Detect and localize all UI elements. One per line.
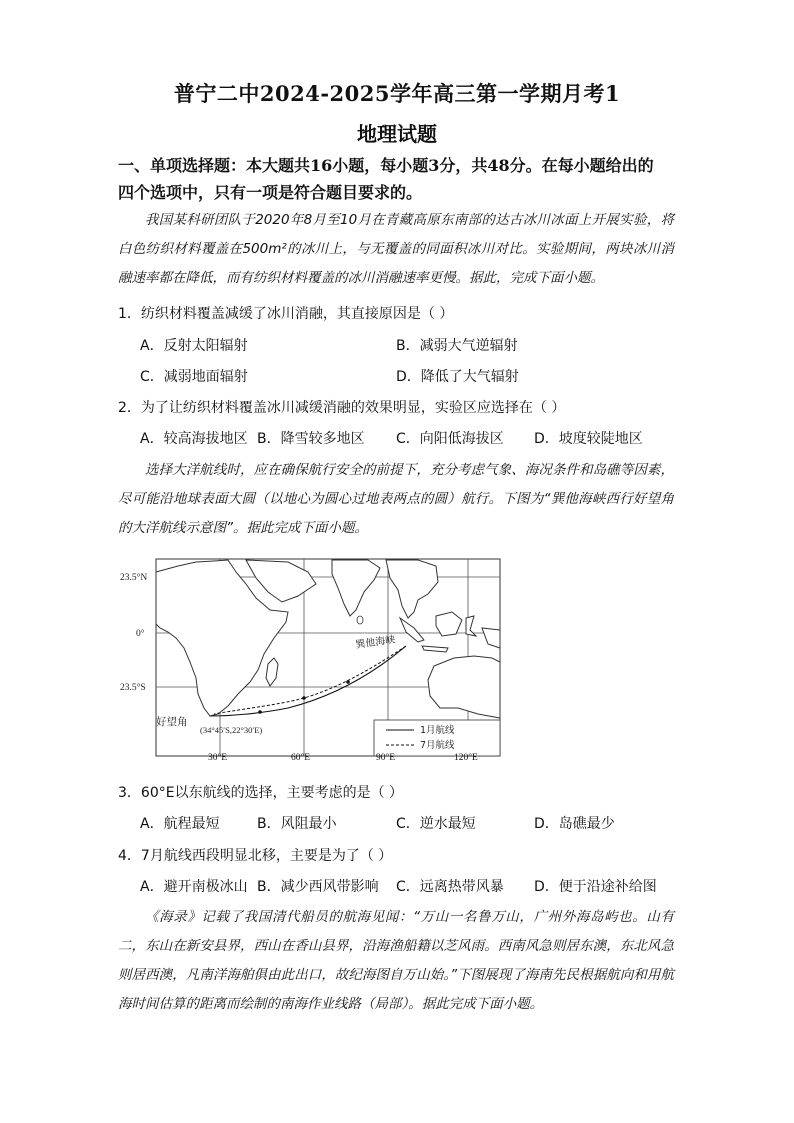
borneo-island bbox=[436, 612, 462, 636]
q3-option-a: A．航程最短 bbox=[140, 816, 220, 832]
question-3-stem: 3．60°E以东航线的选择，主要考虑的是（ ） bbox=[118, 785, 404, 801]
section-heading-line2: 四个选项中，只有一项是符合题目要求的。 bbox=[118, 183, 423, 202]
java-island bbox=[422, 646, 448, 652]
q4-option-d: D．便于沿途补给图 bbox=[534, 879, 657, 895]
q4-option-a: A．避开南极冰山 bbox=[140, 879, 248, 895]
q2-option-d: D．坡度较陡地区 bbox=[534, 431, 643, 447]
sumatra-island bbox=[400, 618, 424, 642]
route-waypoint bbox=[258, 710, 262, 714]
passage-hailu: 《海录》记载了我国清代船员的航海见闻：“万山一名鲁万山，广州外海岛屿也。山有二，东山在新安县界，西山在香山县界，沿海渔船籍以芝风雨。西南风急则居东澳，东北风急则居西澳，凡南洋海舶俱由此出口，故纪海图自万山始。”下图展现了海南先民根据航向和用航海时间估算的距离而绘制的南海作业线路（局部）。据此完成下面小题。 bbox=[118, 909, 674, 1012]
passage-glacier: 我国某科研团队于2020年8月至10月在青藏高原东南部的达古冰川冰面上开展实验，将白色纺织材料覆盖在500m²的冰川上，与无覆盖的同面积冰川对比。实验期间，两块冰川消融速率都在降低，而有纺织材料覆盖的冰川消融速率更慢。据此，完成下面小题。 bbox=[118, 212, 674, 286]
q3-option-d: D．岛礁最少 bbox=[534, 816, 615, 832]
question-2-stem: 2．为了让纺织材料覆盖冰川减缓消融的效果明显，实验区应选择在（ ） bbox=[118, 400, 566, 416]
q3-option-b: B．风阻最小 bbox=[257, 816, 337, 832]
route-map bbox=[118, 558, 502, 763]
lon-label-120e: 120°E bbox=[454, 753, 478, 763]
lat-label-23n: 23.5°N bbox=[120, 573, 148, 583]
lat-label-23s: 23.5°S bbox=[120, 683, 146, 693]
question-1-stem: 1．纺织材料覆盖减缓了冰川消融，其直接原因是（ ） bbox=[118, 306, 454, 322]
lon-label-30e: 30°E bbox=[208, 753, 228, 763]
new-guinea-island bbox=[482, 628, 500, 648]
page-subtitle: 地理试题 bbox=[357, 122, 437, 146]
sri-lanka-island bbox=[357, 616, 363, 624]
lon-label-60e: 60°E bbox=[291, 753, 311, 763]
q1-option-d: D．降低了大气辐射 bbox=[396, 369, 519, 385]
q1-option-a: A．反射太阳辐射 bbox=[140, 338, 248, 354]
q2-option-a: A．较高海拔地区 bbox=[140, 431, 248, 447]
cape-coords-label: (34°45′S,22°30′E) bbox=[200, 725, 263, 735]
madagascar-island bbox=[266, 658, 278, 686]
q4-option-c: C．远离热带风暴 bbox=[396, 879, 504, 895]
q1-option-c: C．减弱地面辐射 bbox=[140, 369, 248, 385]
arabia-landmass bbox=[246, 560, 316, 602]
route-waypoint bbox=[302, 696, 306, 700]
passage-ocean-route: 选择大洋航线时，应在确保航行安全的前提下，充分考虑气象、海况条件和岛礁等因素，尽可能沿地球表面大圆（以地心为圆心过地表两点的圆）航行。下图为“巽他海峡西行好望角的大洋航线示意图”。据此完成下面小题。 bbox=[118, 462, 674, 536]
q3-option-c: C．逆水最短 bbox=[396, 816, 476, 832]
question-4-stem: 4．7月航线西段明显北移，主要是为了（ ） bbox=[118, 848, 393, 864]
q4-option-b: B．减少西风带影响 bbox=[257, 879, 379, 895]
page-title: 普宁二中2024-2025学年高三第一学期月考1 bbox=[173, 81, 621, 106]
lon-label-90e: 90°E bbox=[376, 753, 396, 763]
se-asia-landmass bbox=[386, 560, 438, 618]
legend-jan-label: 1月航线 bbox=[420, 725, 455, 736]
cape-label: 好望角 bbox=[156, 716, 188, 728]
route-waypoint bbox=[346, 680, 350, 684]
legend-jul-label: 7月航线 bbox=[420, 740, 455, 751]
lat-label-equator: 0° bbox=[136, 629, 145, 639]
q2-option-b: B．降雪较多地区 bbox=[257, 431, 365, 447]
q1-option-b: B．减弱大气逆辐射 bbox=[396, 338, 518, 354]
australia-landmass bbox=[428, 656, 500, 718]
section-heading-line1: 一、单项选择题：本大题共16小题，每小题3分，共48分。在每小题给出的 bbox=[118, 156, 654, 175]
q2-option-c: C．向阳低海拔区 bbox=[396, 431, 504, 447]
strait-label: 巽他海峡 bbox=[354, 634, 397, 651]
india-landmass bbox=[332, 560, 380, 616]
